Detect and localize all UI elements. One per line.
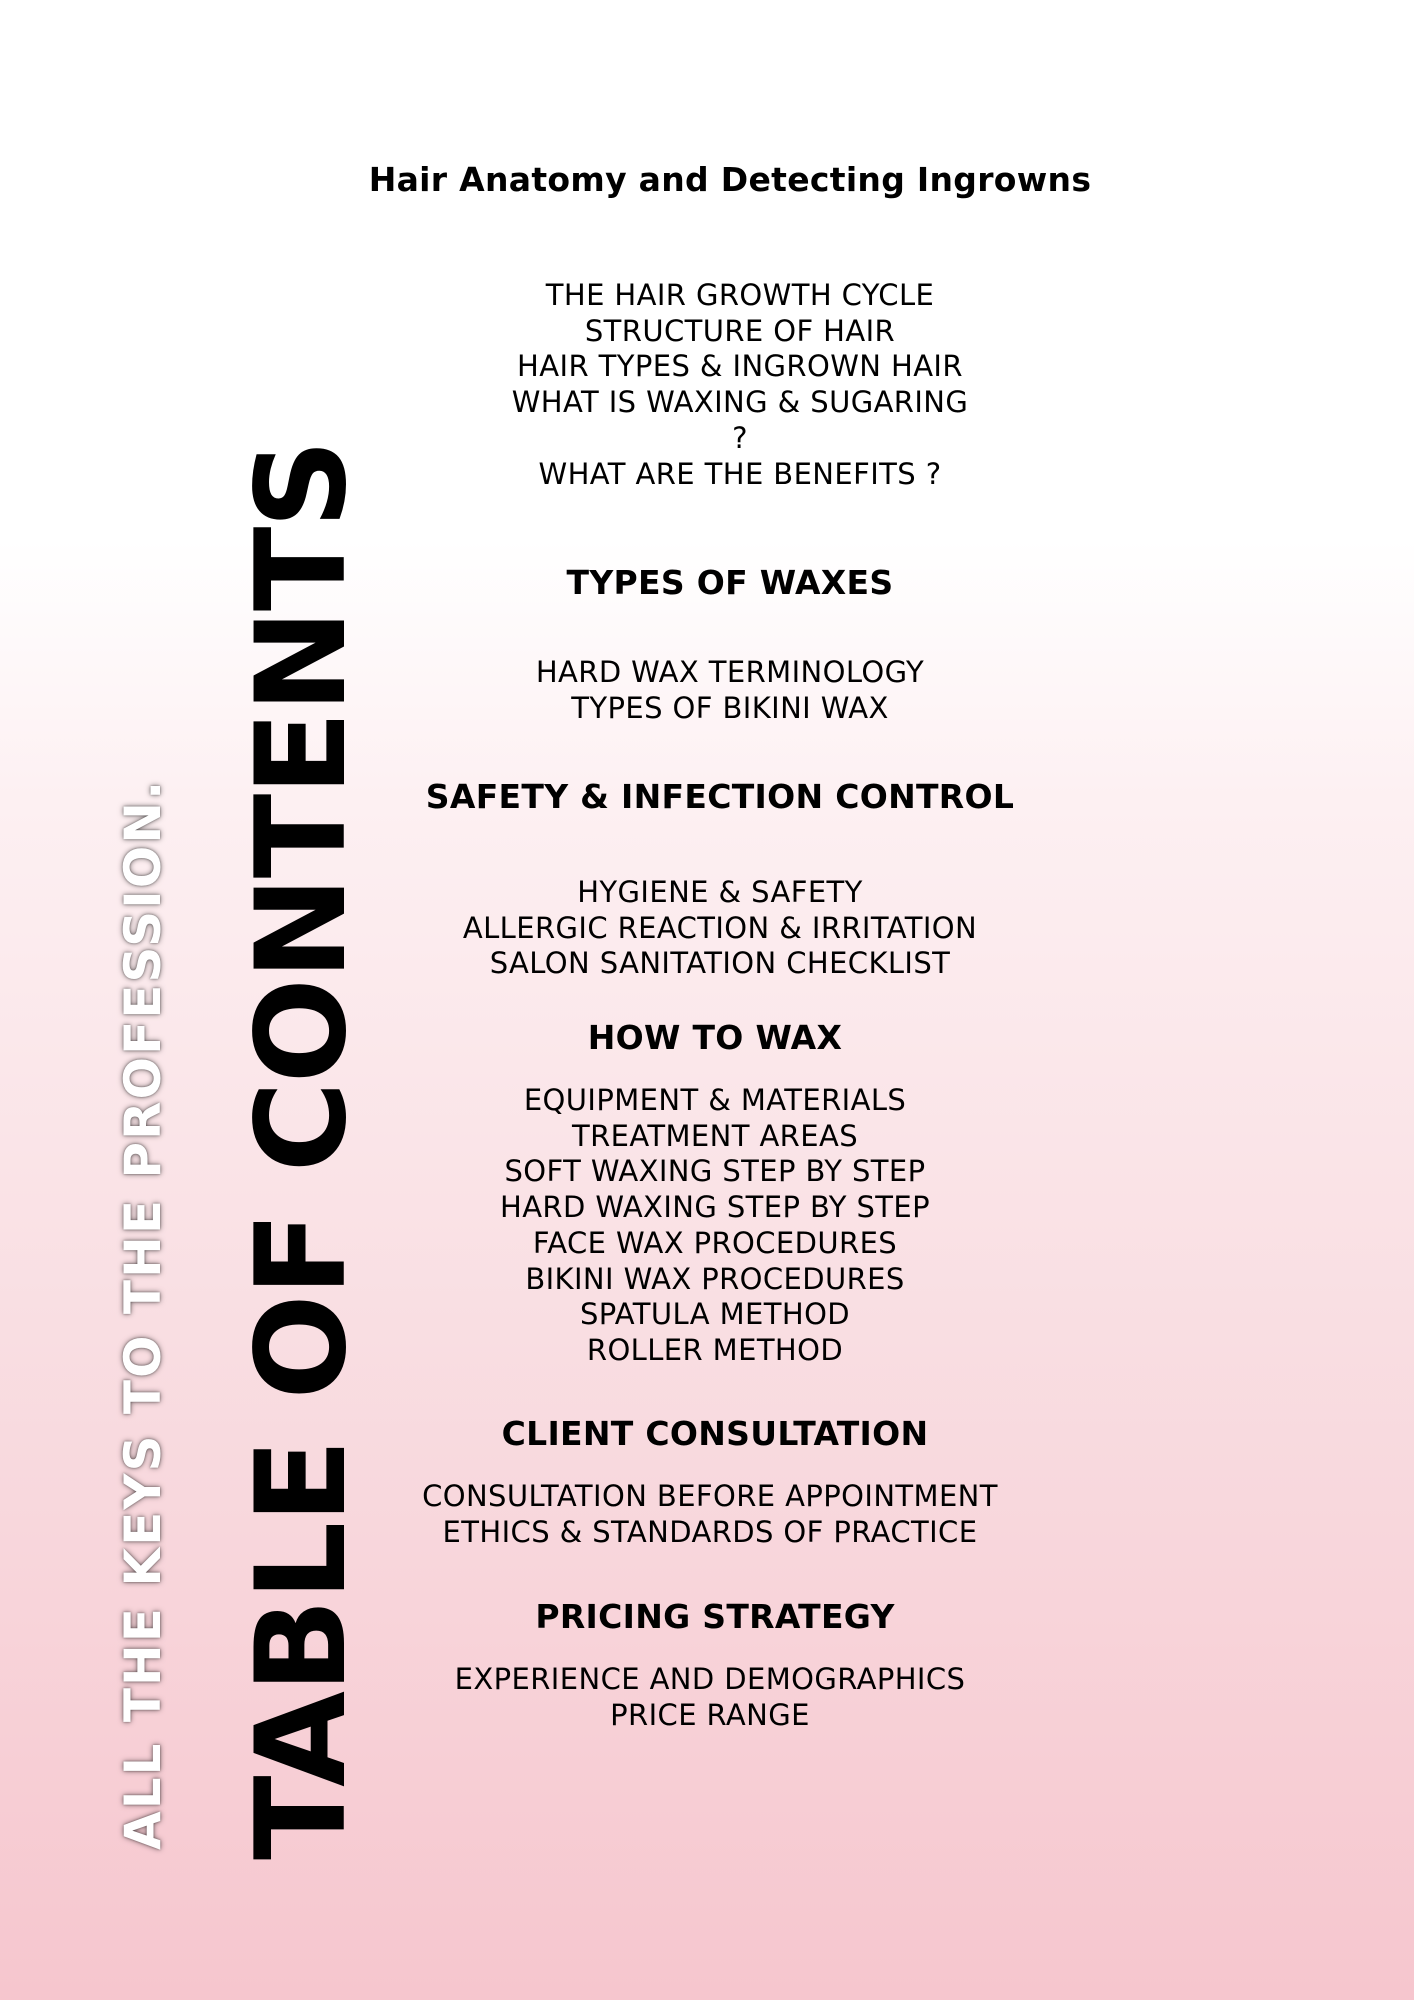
section-items-hair-anatomy bbox=[340, 278, 1140, 492]
list-item: THE HAIR GROWTH CYCLE bbox=[545, 278, 935, 312]
page-title: TABLE OF CONTENTS bbox=[230, 441, 374, 1860]
list-item: HARD WAX TERMINOLOGY bbox=[535, 655, 925, 689]
list-item: SALON SANITATION CHECKLIST bbox=[489, 946, 951, 981]
tagline: ALL THE KEYS TO THE PROFESSION. bbox=[114, 778, 172, 1850]
section-items-pricing-strategy bbox=[310, 1662, 1110, 1733]
list-item: STRUCTURE OF HAIR bbox=[584, 313, 896, 348]
list-item: EQUIPMENT & MATERIALS bbox=[523, 1083, 907, 1117]
list-item: SPATULA METHOD bbox=[579, 1297, 851, 1332]
list-item: WHAT IS WAXING & SUGARING bbox=[511, 385, 969, 420]
section-heading-hair-anatomy: Hair Anatomy and Detecting Ingrowns bbox=[368, 160, 1092, 199]
list-item: ETHICS & STANDARDS OF PRACTICE bbox=[442, 1514, 978, 1549]
section-heading-pricing-strategy: PRICING STRATEGY bbox=[535, 1597, 895, 1636]
list-item: EXPERIENCE AND DEMOGRAPHICS bbox=[454, 1662, 966, 1696]
list-item: HARD WAXING STEP BY STEP bbox=[499, 1190, 930, 1225]
list-item: ROLLER METHOD bbox=[586, 1332, 844, 1367]
section-items-how-to-wax bbox=[315, 1083, 1115, 1369]
section-heading-types-of-waxes: TYPES OF WAXES bbox=[566, 563, 894, 602]
list-item: HAIR TYPES & INGROWN HAIR bbox=[517, 349, 963, 384]
list-item: FACE WAX PROCEDURES bbox=[532, 1225, 898, 1260]
section-items-client-consultation bbox=[310, 1479, 1110, 1550]
list-item: PRICE RANGE bbox=[610, 1697, 810, 1732]
section-heading-how-to-wax: HOW TO WAX bbox=[587, 1018, 843, 1057]
list-item: SOFT WAXING STEP BY STEP bbox=[504, 1154, 926, 1189]
list-item: TREATMENT AREAS bbox=[571, 1118, 859, 1153]
list-item: CONSULTATION BEFORE APPOINTMENT bbox=[422, 1479, 998, 1513]
list-item: ? bbox=[732, 420, 748, 455]
section-heading-safety: SAFETY & INFECTION CONTROL bbox=[425, 777, 1015, 816]
list-item: ALLERGIC REACTION & IRRITATION bbox=[462, 910, 978, 945]
list-item: TYPES OF BIKINI WAX bbox=[571, 690, 889, 725]
list-item: BIKINI WAX PROCEDURES bbox=[525, 1261, 905, 1296]
section-heading-client-consultation: CLIENT CONSULTATION bbox=[501, 1414, 929, 1453]
section-items-types-of-waxes bbox=[330, 655, 1130, 726]
list-item: HYGIENE & SAFETY bbox=[577, 875, 863, 909]
section-items-safety bbox=[320, 875, 1120, 982]
list-item: WHAT ARE THE BENEFITS ? bbox=[538, 456, 942, 491]
